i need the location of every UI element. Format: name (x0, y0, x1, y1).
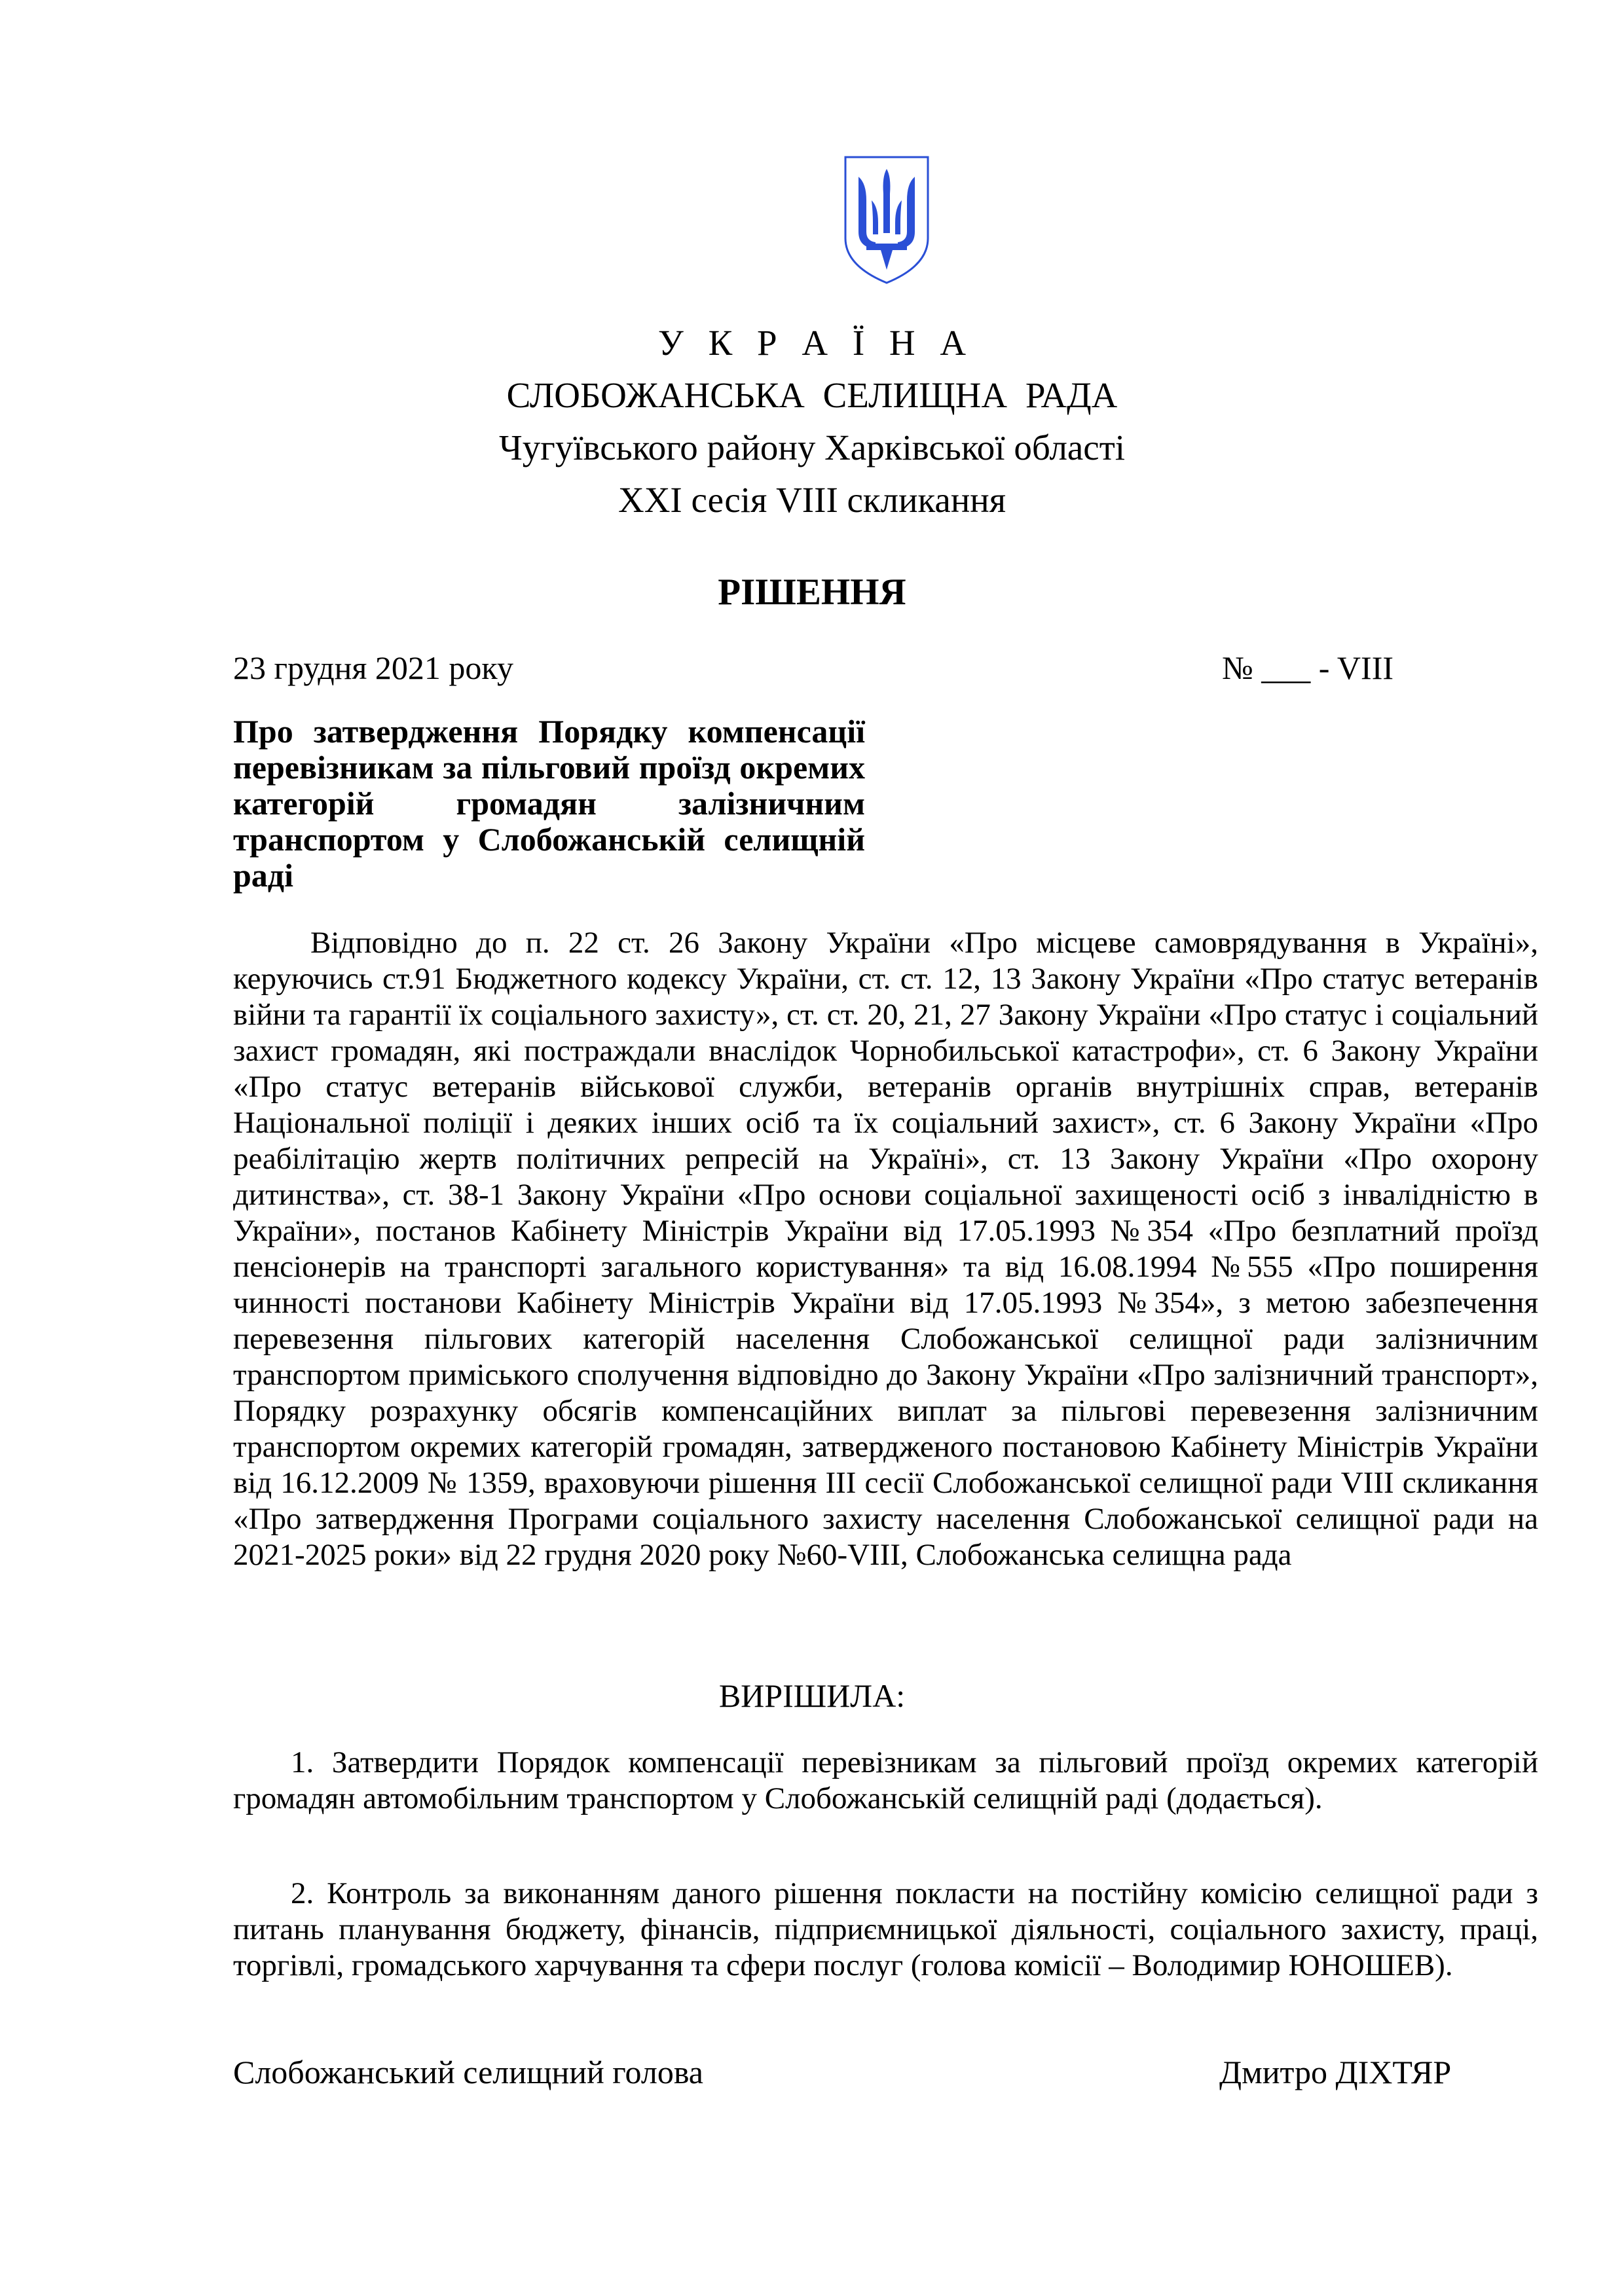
ukraine-trident-icon (840, 155, 933, 285)
country-name: У К Р А Ї Н А (657, 323, 974, 363)
document-header (0, 317, 1624, 526)
resolved-heading: ВИРІШИЛА: (718, 1677, 906, 1714)
preamble-paragraph: Відповідно до п. 22 ст. 26 Закону України «Про місцеве самоврядування в Україні», керуючись ст.91 Бюджетного кодексу України, ст. ст. 12, 13 Закону України «Про статус ветеранів війни та гарантії їх соціального захисту», ст. ст. 20, 21, 27 Закону України «Про статус і соціальний захист громадян, які постраждали внаслідок Чорнобильської катастрофи», ст. 6 Закону України «Про статус ветеранів військової служби, ветеранів органів внутрішніх справ, ветеранів Національної поліції і деяких інших осіб та їх соціальний захист», ст. 6 Закону України «Про реабілітацію жертв політичних репресій на Україні», ст. 13 Закону України «Про охорону дитинства», ст. 38-1 Закону України «Про основи соціальної захищеності осіб з інвалідністю в України», постанов Кабінету Міністрів України від 17.05.1993 №354 «Про безплатний проїзд пенсіонерів на транспорті загального користування» та від 16.08.1994 №555 «Про поширення чинності постанови Кабінету Міністрів України від 17.05.1993 №354», з метою забезпечення перевезення пільгових категорій населення Слобожанської селищної ради залізничним транспортом приміського сполучення відповідно до Закону України «Про залізничний транспорт», Порядку розрахунку обсягів компенсаційних виплат за пільгові перевезення залізничним транспортом окремих категорій громадян, затвердженого постановою Кабінету Міністрів України від 16.12.2009 № 1359, враховуючи рішення ІІІ сесії Слобожанської селищної ради VІІІ скликання «Про затвердження Програми соціального захисту населення Слобожанської селищної ради на 2021-2025 роки» від 22 грудня 2020 року №60-VІІІ, Слобожанська селищна рада (233, 926, 1538, 1572)
resolution-item-1: 1. Затвердити Порядок компенсації перевізникам за пільговий проїзд окремих категорій громадян автомобільним транспортом у Слобожанській селищній раді (додається). (233, 1745, 1538, 1815)
signatory-name: Дмитро ДІХТЯР (1219, 2054, 1452, 2090)
council-name: СЛОБОЖАНСЬКА СЕЛИЩНА РАДА (506, 375, 1118, 415)
document-date: 23 грудня 2021 року (233, 649, 513, 686)
session-info: XXI сесія VIII скликання (618, 480, 1006, 520)
resolution-item-2: 2. Контроль за виконанням даного рішення покласти на постійну комісію селищної ради з питань планування бюджету, фінансів, підприємницької діяльності, соціального захисту, праці, торгівлі, громадського харчування та сфери послуг (голова комісії – Володимир ЮНОШЕВ). (233, 1876, 1538, 1982)
district-name: Чугуївського району Харківської області (498, 428, 1126, 467)
document-subject: Про затвердження Порядку компенсації перевізникам за пільговий проїзд окремих категорій громадян залізничним транспортом у Слобожанській селищній раді (233, 713, 865, 894)
signatory-position: Слобожанський селищний голова (233, 2054, 703, 2090)
document-title: РІШЕННЯ (718, 572, 906, 613)
document-number: № ___ - VIII (1221, 649, 1393, 686)
